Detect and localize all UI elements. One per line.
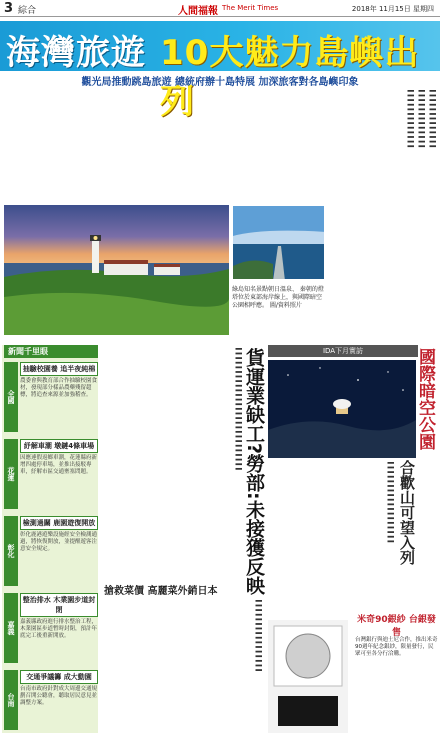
masthead-english: The Merit Times	[222, 4, 279, 12]
page-header	[0, 0, 440, 17]
region-tab: 嘉義	[4, 593, 18, 663]
night-sky-photo	[268, 360, 416, 458]
news-item-body: 台南市政府針對成大周邊交通規劃召開公聽會，聽取居民意見並調整方案。	[20, 686, 98, 706]
article-line: ▍▍▍▍▍▍▍▍▍▍▍▍▍	[429, 90, 436, 150]
coin-title: 米奇90銀紗 台銀發售	[357, 615, 436, 638]
news-item-body: 農委會與教育部合作抽驗校園食材，發現部分樣品農藥殘留超標，將追查來源並加強稽查。	[20, 378, 98, 398]
news-item	[20, 362, 98, 399]
article-line: ▍▍▍▍▍▍▍▍▍▍▍▍▍▍▍▍▍▍	[387, 462, 394, 546]
region-tab: 台南	[4, 670, 18, 730]
dark-sky-title: 國際暗空公園	[415, 348, 435, 450]
region-tab: 彰化	[4, 516, 18, 586]
news-item-title: 整治排水 木業園步道封閉	[20, 593, 98, 617]
news-item-title: 紓解車潮 墩鏈4條車場	[20, 439, 98, 453]
labor-article	[102, 348, 242, 578]
lead-article	[4, 90, 436, 202]
news-item-title: 抽驗校園養 追半夜純棉	[20, 362, 98, 376]
labor-headline: 貨運業缺工?勞部:未接獲反映	[243, 348, 265, 595]
coin-photo	[268, 620, 348, 733]
article-line: ▍▍▍▍▍▍▍▍▍▍▍▍▍	[407, 90, 414, 150]
lighthouse-photo	[4, 205, 229, 335]
dark-sky-subtitle: 合歡山可望入列	[398, 460, 416, 565]
article-line: ▍▍▍▍▍▍▍▍▍▍▍▍▍▍▍▍	[255, 600, 262, 674]
cabbage-headline: 搶救菜價 高麗菜外銷日本	[104, 586, 218, 597]
page-number: 3	[4, 1, 14, 16]
dark-sky-article	[268, 462, 394, 612]
ida-bar: IDA下月實訪	[268, 345, 418, 357]
masthead: 人間福報	[178, 6, 218, 17]
news-item	[20, 439, 98, 476]
cabbage-article	[102, 600, 262, 731]
pier-photo	[232, 205, 325, 280]
section-label: 綜合	[18, 6, 37, 16]
hero-subhead: 觀光局推動跳島旅遊 總統府辦十島特展 加深旅客對各島嶼印象	[81, 77, 359, 88]
news-item-body: 嘉義縣政府進行排水整治工程，木業園區步道暫時封閉，預計年底完工後重新開放。	[20, 619, 98, 639]
region-tab: 全國	[4, 362, 18, 432]
news-item-body: 因應連假返鄉車潮，花蓮縣府新增四處停車場，並推出接駁專車，紓解市區交通壅塞問題。	[20, 455, 98, 475]
article-line: ▍▍▍▍▍▍▍▍▍▍▍▍▍	[418, 90, 425, 150]
news-item-title: 檢測過關 鹿園遊復開放	[20, 516, 98, 530]
news-sidebar	[2, 345, 98, 733]
news-item	[20, 516, 98, 553]
news-item-title: 交通爭議籌 成大動園	[20, 670, 98, 684]
news-item	[20, 593, 98, 640]
hero-title-left: 海灣旅遊	[6, 33, 146, 73]
news-item-body: 彰化鹿港遊樂設施經安全檢測通過，將恢復開放，並提醒遊客注意安全規定。	[20, 532, 98, 552]
issue-date: 2018年 11月15日 星期四	[351, 5, 434, 13]
region-tab: 花蓮	[4, 439, 18, 509]
sidebar-title: 新聞千里眼	[4, 345, 98, 358]
coin-body: 台灣銀行與迪士尼合作，推出米奇90週年紀念銀紗，限量發行，民眾可至各分行洽購。	[355, 637, 438, 657]
article-line: ▍▍▍▍▍▍▍▍▍▍▍▍▍▍▍▍▍▍▍▍▍▍▍▍▍▍▍	[235, 348, 242, 473]
news-item	[20, 670, 98, 707]
photo-caption: 綠島知名景點朝日溫泉、 秦朝的燈塔位於東部海岸線上，與國際暗空公園相呼應。 圖/資料照片	[232, 286, 324, 309]
hero-title-right: 10大魅力島嶼出列	[160, 33, 420, 122]
